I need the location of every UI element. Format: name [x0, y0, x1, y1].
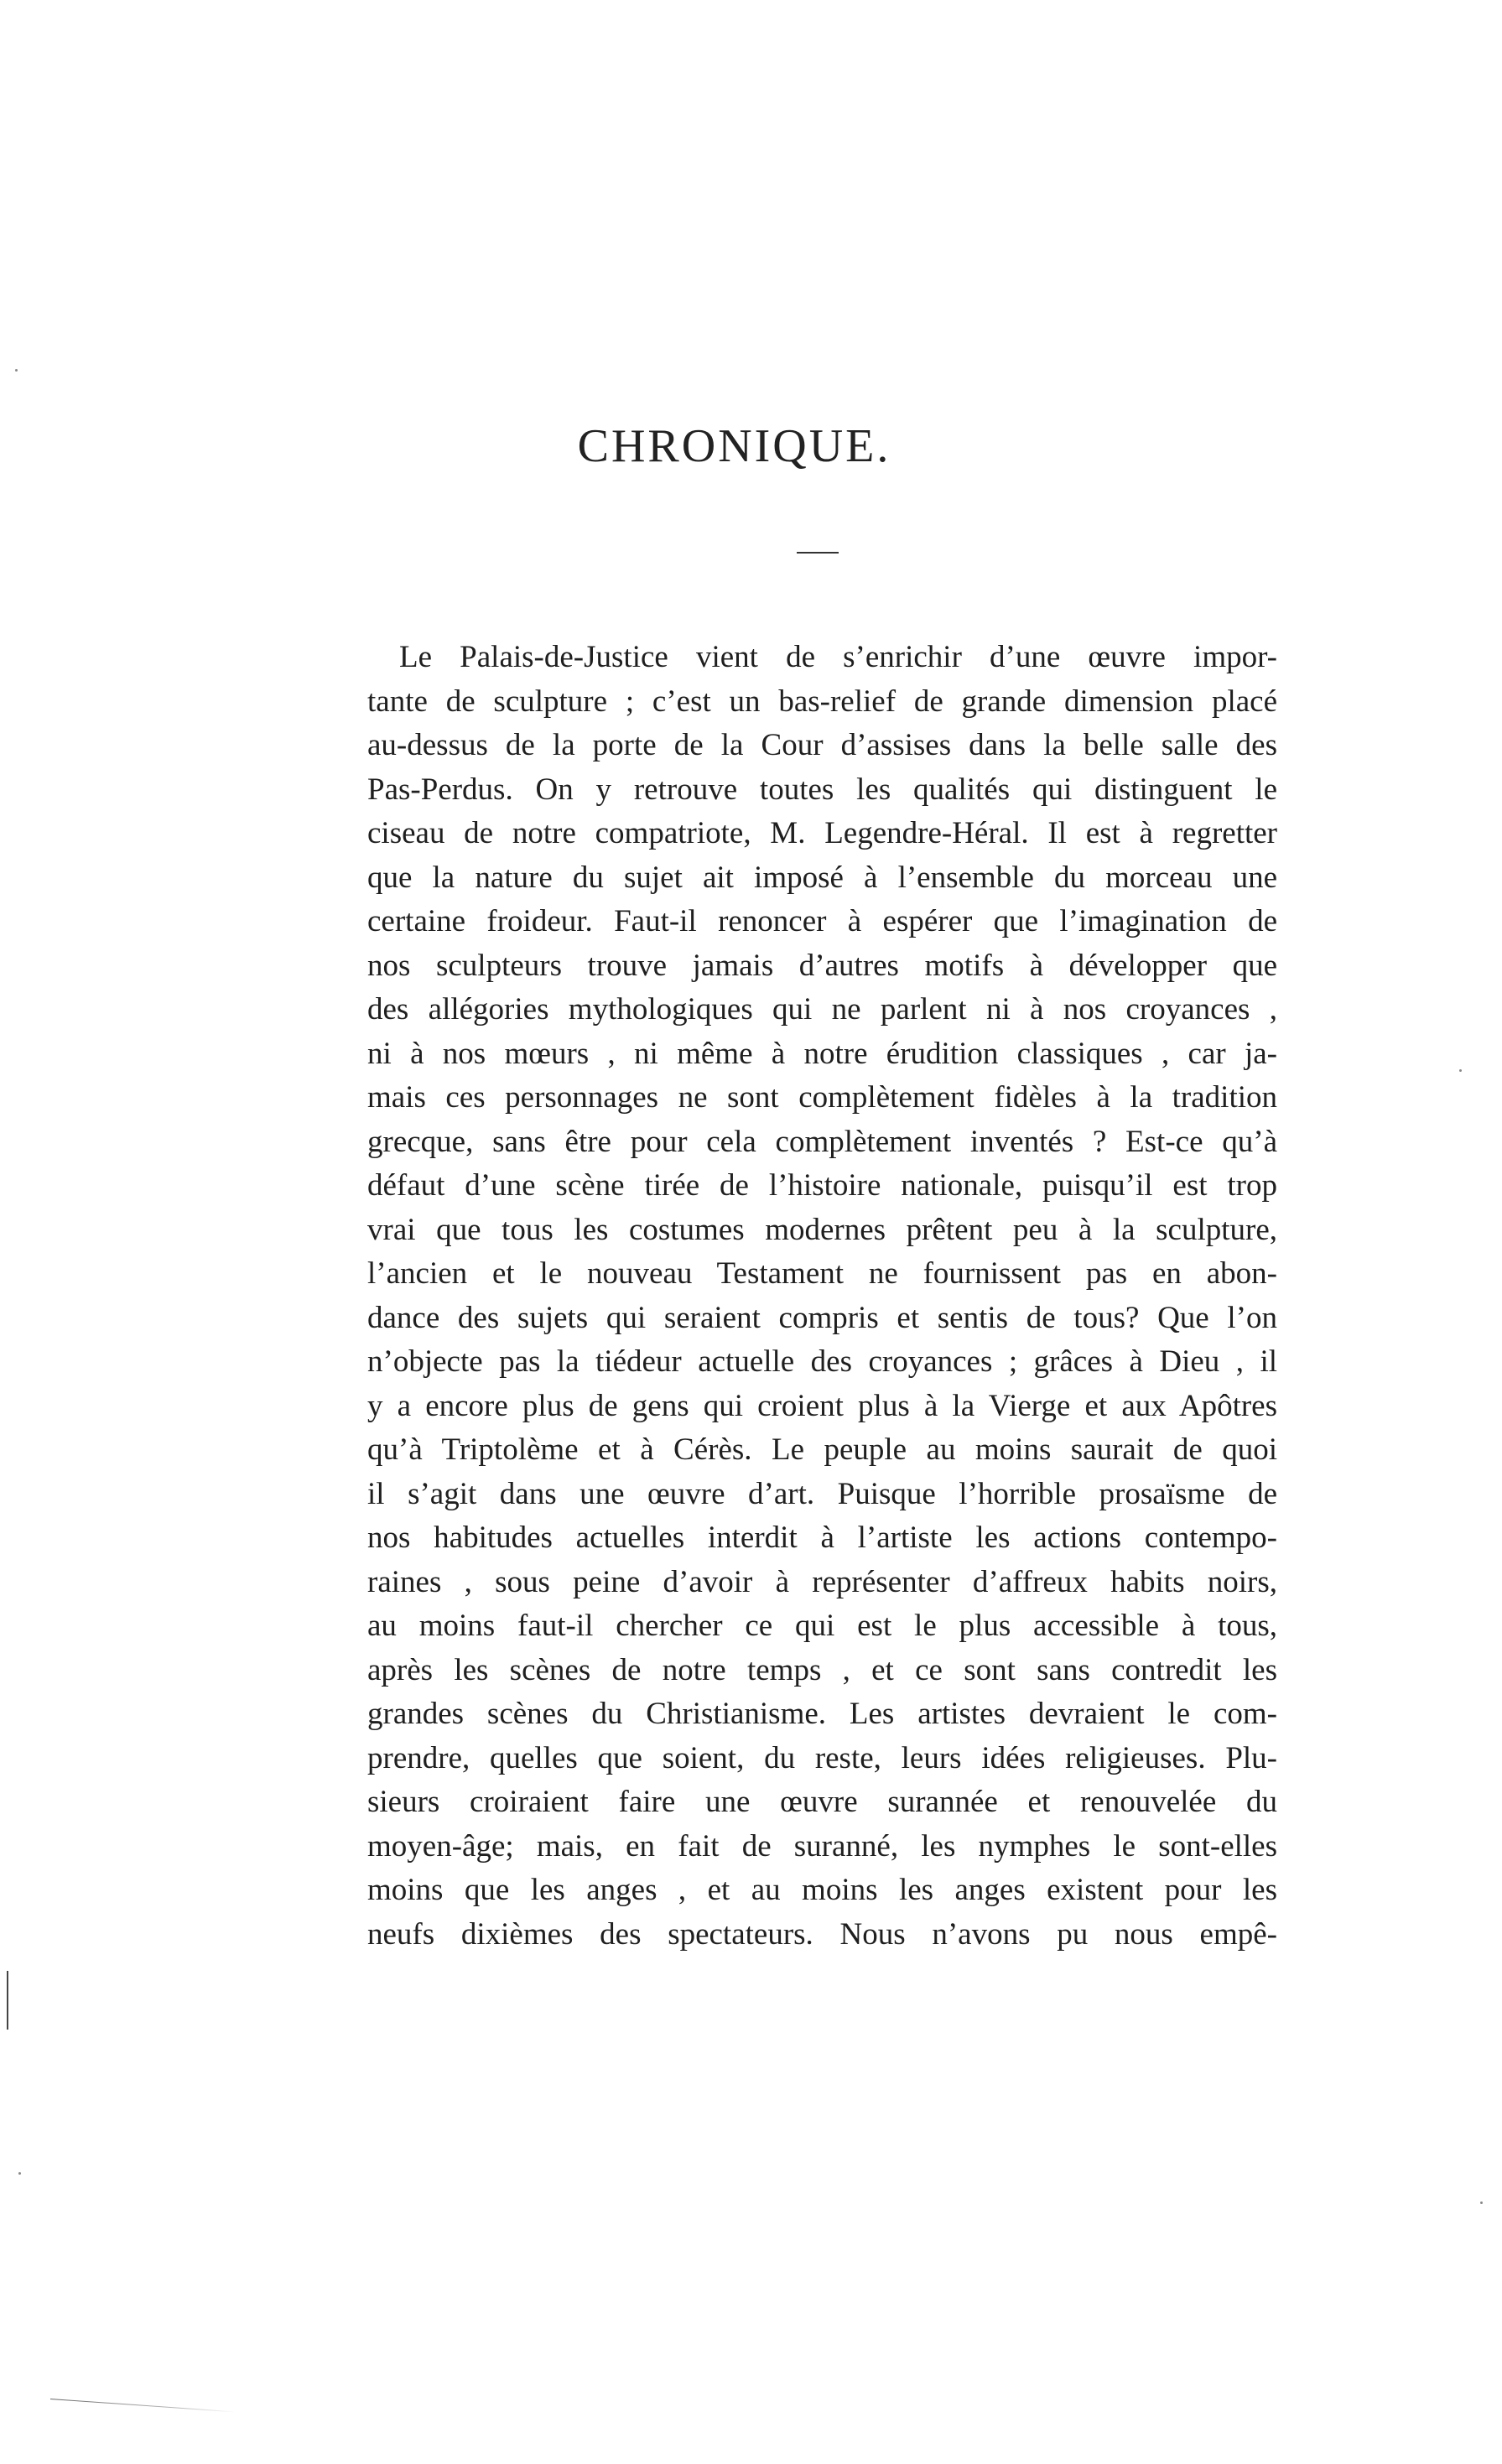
text-line: ni à nos mœurs , ni même à notre érudition classiques , car ja-: [367, 1036, 1277, 1071]
text-line: des allégories mythologiques qui ne parlent ni à nos croyances ,: [367, 992, 1277, 1027]
text-line: que la nature du sujet ait imposé à l’ensemble du morceau une: [367, 860, 1277, 895]
scan-edge-line: [50, 2399, 235, 2412]
text-line: au-dessus de la porte de la Cour d’assises dans la belle salle des: [367, 728, 1277, 762]
scan-margin-mark: [7, 1971, 8, 2030]
title-divider: [797, 552, 839, 554]
text-line: ciseau de notre compatriote, M. Legendre-Héral. Il est à regretter: [367, 816, 1277, 850]
scan-speck: [18, 2172, 21, 2175]
text-line: l’ancien et le nouveau Testament ne fournissent pas en abon-: [367, 1256, 1277, 1291]
text-line: moyen-âge; mais, en fait de suranné, les nymphes le sont-elles: [367, 1828, 1277, 1864]
text-line: y a encore plus de gens qui croient plus à la Vierge et aux Apôtres: [367, 1388, 1277, 1423]
text-line: certaine froideur. Faut-il renoncer à espérer que l’imagination de: [367, 904, 1277, 938]
text-line: sieurs croiraient faire une œuvre surannée et renouvelée du: [367, 1785, 1277, 1819]
text-line: vrai que tous les costumes modernes prêtent peu à la sculpture,: [367, 1212, 1277, 1247]
text-line: Pas-Perdus. On y retrouve toutes les qualités qui distinguent le: [367, 772, 1277, 807]
text-line: défaut d’une scène tirée de l’histoire nationale, puisqu’il est trop: [367, 1168, 1277, 1203]
text-line: mais ces personnages ne sont complètement fidèles à la tradition: [367, 1080, 1277, 1115]
text-line: raines , sous peine d’avoir à représenter d’affreux habits noirs,: [367, 1564, 1277, 1599]
text-line: neufs dixièmes des spectateurs. Nous n’avons pu nous empê-: [367, 1916, 1277, 1952]
article-body: [367, 636, 1277, 1957]
text-line: nos sculpteurs trouve jamais d’autres motifs à développer que: [367, 948, 1277, 983]
page-title: CHRONIQUE.: [577, 420, 891, 472]
text-line: grecque, sans être pour cela complètement inventés ? Est-ce qu’à: [367, 1124, 1277, 1159]
text-line: dance des sujets qui seraient compris et sentis de tous? Que l’on: [367, 1300, 1277, 1335]
text-line: prendre, quelles que soient, du reste, leurs idées religieuses. Plu-: [367, 1740, 1277, 1775]
text-line: après les scènes de notre temps , et ce sont sans contredit les: [367, 1652, 1277, 1687]
text-line: au moins faut-il chercher ce qui est le plus accessible à tous,: [367, 1609, 1277, 1643]
text-line: qu’à Triptolème et à Cérès. Le peuple au moins saurait de quoi: [367, 1432, 1277, 1467]
text-line: n’objecte pas la tiédeur actuelle des croyances ; grâces à Dieu , il: [367, 1344, 1277, 1379]
scan-speck: [1459, 1069, 1462, 1072]
text-line: grandes scènes du Christianisme. Les artistes devraient le com-: [367, 1697, 1277, 1731]
scan-speck: [1480, 2201, 1483, 2204]
scan-speck: [15, 369, 18, 372]
text-line: il s’agit dans une œuvre d’art. Puisque l’horrible prosaïsme de: [367, 1476, 1277, 1511]
text-line: tante de sculpture ; c’est un bas-relief de grande dimension placé: [367, 684, 1277, 719]
text-line: Le Palais-de-Justice vient de s’enrichir d’une œuvre impor-: [399, 640, 1277, 674]
text-line: moins que les anges , et au moins les anges existent pour les: [367, 1873, 1277, 1907]
text-line: nos habitudes actuelles interdit à l’artiste les actions contempo-: [367, 1521, 1277, 1555]
